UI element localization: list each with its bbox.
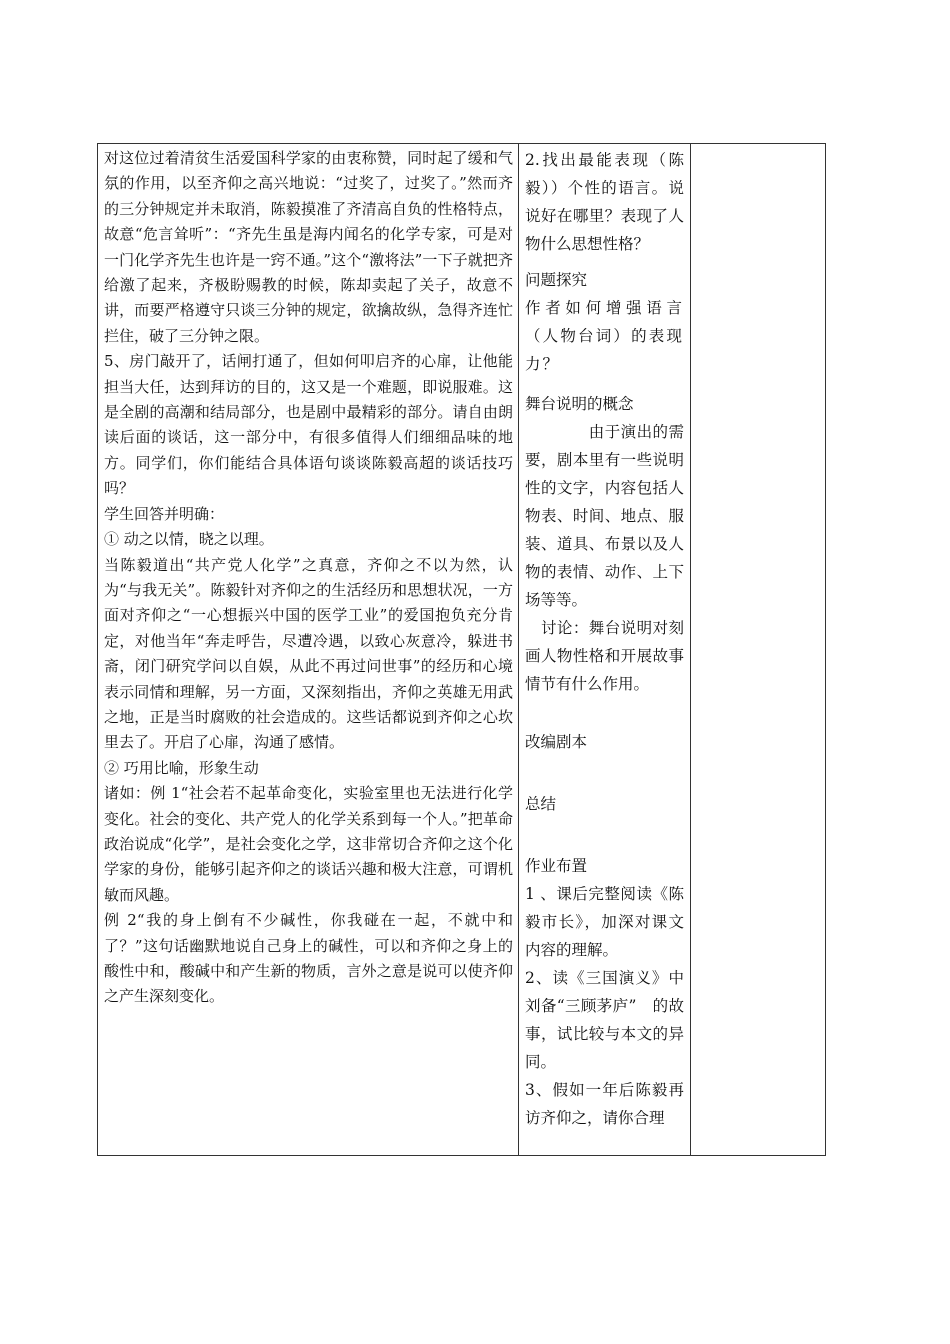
question-2: 2.找出最能表现（陈毅））个性的语言。说说好在哪里？表现了人物什么思想性格？	[525, 151, 684, 253]
paragraph: 5、房门敲开了，话闸打通了，但如何叩启齐的心扉，让他能担当大任，达到拜访的目的，这又是一个难题，即说服难。这是全剧的高潮和结局部分，也是剧中最精彩的部分。请自由朗读后面的谈话，这一部分中，有很多值得人们细细品味的地方。同学们，你们能结合具体语句谈谈陈毅高超的谈话技巧吗？	[104, 352, 513, 498]
homework-item: 1 、课后完整阅读《陈毅市长》，加深对课文内容的理解。	[525, 885, 684, 959]
paragraph: ② 巧用比喻，形象生动	[104, 758, 259, 777]
homework-item: 3、假如一年后陈毅再访齐仰之，请你合理	[525, 1081, 684, 1127]
stage-text: 由于演出的需要，剧本里有一些说明性的文字，内容包括人物表、时间、地点、服装、道具、布景以及人物的表情、动作、上下场等等。	[525, 423, 684, 609]
paragraph: 诸如：例 1“社会若不起革命变化，实验室里也无法进行化学变化。社会的变化、共产党人的化学关系到每一个人。”把革命政治说成“化学”，是社会变化之学，这非常切合齐仰之这个化学家的身份，能够引起齐仰之的谈话兴趣和极大注意，可谓机敏而风趣。	[104, 784, 513, 904]
paragraph: 对这位过着清贫生活爱国科学家的由衷称赞，同时起了缓和气氛的作用，以至齐仰之高兴地说：“过奖了，过奖了。”然而齐的三分钟规定并未取消，陈毅摸准了齐清高自负的性格特点，故意“危言耸听”：“齐先生虽是海内闻名的化学专家，可是对一门化学齐先生也许是一窍不通。”这个“激将法”一下子就把齐给激了起来，齐极盼赐教的时候，陈却卖起了关子，故意不讲，而要严格遵守只谈三分钟的规定，欲擒故纵，急得齐连忙拦住，破了三分钟之限。	[104, 149, 513, 345]
teaching-content-column	[98, 144, 518, 1155]
notes-column	[690, 144, 825, 1155]
paragraph: 学生回答并明确：	[104, 504, 225, 523]
paragraph: 当陈毅道出“共产党人化学”之真意，齐仰之不以为然，认为“与我无关”。陈毅针对齐仰之的生活经历和思想状况，一方面对齐仰之“一心想振兴中国的医学工业”的爱国抱负充分肯定，对他当年“奔走呼告，尽遭冷遇，以致心灰意冷，躲进书斋，闭门研究学问以自娱，从此不再过问世事”的经历和心境表示同情和理解，另一方面，又深刻指出，齐仰之英雄无用武之地，正是当时腐败的社会造成的。这些话都说到齐仰之心坎里去了。开启了心扉，沟通了感情。	[104, 555, 513, 752]
discussion: 讨论：舞台说明对刻画人物性格和开展故事情节有什么作用。	[525, 619, 684, 693]
paragraph: 例 2“我的身上倒有不少碱性，你我碰在一起，不就中和了？”这句话幽默地说自己身上的碱性，可以和齐仰之身上的酸性中和，酸碱中和产生新的物质，言外之意是说可以使齐仰之产生深刻变化。	[104, 911, 513, 1006]
paragraph: ① 动之以情，晓之以理。	[104, 530, 274, 549]
student-activity-column	[518, 144, 690, 1155]
lesson-table	[97, 143, 826, 1156]
homework-item: 2、读《三国演义》中刘备“三顾茅庐” 的故事，试比较与本文的异同。	[525, 969, 684, 1071]
stage-title: 舞台说明的概念	[525, 395, 634, 413]
adapt-script: 改编剧本	[525, 733, 588, 751]
summary: 总结	[525, 795, 557, 813]
inquiry-title: 问题探究	[525, 271, 588, 289]
homework-title: 作业布置	[525, 857, 588, 875]
inquiry-text: 作者如何增强语言（人物台词）的表现力？	[525, 299, 684, 373]
